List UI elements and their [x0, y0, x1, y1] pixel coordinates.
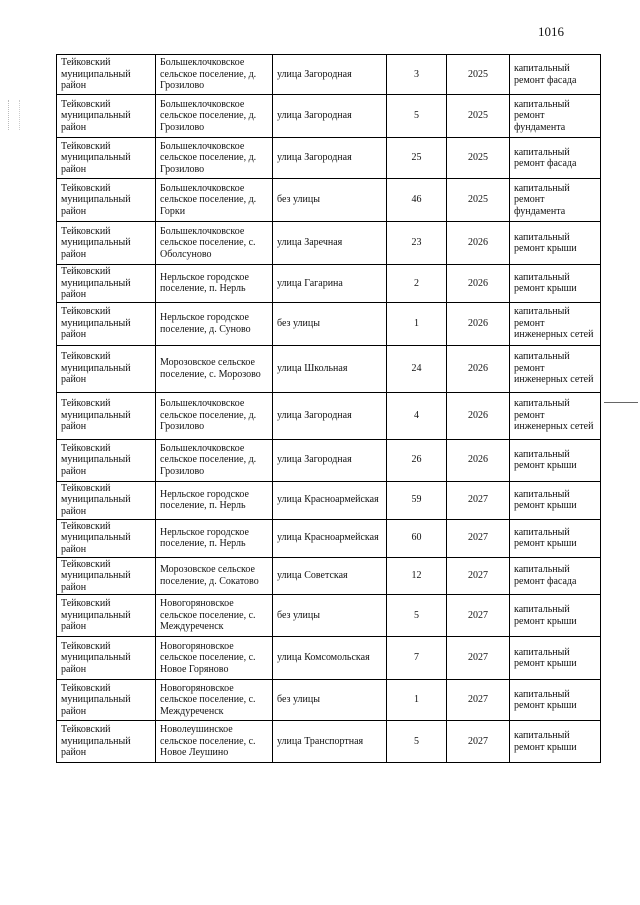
year-cell: 2026 [447, 222, 510, 265]
settlement-cell: Нерльское городское поселение, д. Суново [156, 302, 273, 345]
district-cell: Тейковский муниципальный район [57, 721, 156, 763]
work-type-cell: капитальный ремонт фасада [510, 138, 601, 179]
table-row [57, 179, 601, 222]
street-cell: улица Транспортная [273, 721, 387, 763]
street-cell: улица Загородная [273, 95, 387, 138]
house-number-cell: 23 [387, 222, 447, 265]
settlement-cell: Нерльское городское поселение, п. Нерль [156, 481, 273, 519]
year-cell: 2027 [447, 595, 510, 637]
street-cell: улица Гагарина [273, 265, 387, 303]
settlement-cell: Большеклочковское сельское поселение, д. Грозилово [156, 95, 273, 138]
year-cell: 2027 [447, 637, 510, 680]
year-cell: 2026 [447, 345, 510, 392]
house-number-cell: 24 [387, 345, 447, 392]
street-cell: без улицы [273, 595, 387, 637]
year-cell: 2026 [447, 265, 510, 303]
year-cell: 2027 [447, 680, 510, 721]
house-number-cell: 7 [387, 637, 447, 680]
year-cell: 2027 [447, 557, 510, 595]
settlement-cell: Большеклочковское сельское поселение, д. Горки [156, 179, 273, 222]
district-cell: Тейковский муниципальный район [57, 55, 156, 95]
settlement-cell: Большеклочковское сельское поселение, д. Грозилово [156, 392, 273, 439]
work-type-cell: капитальный ремонт крыши [510, 721, 601, 763]
table-row [57, 95, 601, 138]
district-cell: Тейковский муниципальный район [57, 345, 156, 392]
year-cell: 2026 [447, 439, 510, 481]
house-number-cell: 46 [387, 179, 447, 222]
work-type-cell: капитальный ремонт фундамента [510, 95, 601, 138]
margin-speckle [8, 100, 20, 130]
year-cell: 2027 [447, 519, 510, 557]
street-cell: без улицы [273, 179, 387, 222]
work-type-cell: капитальный ремонт фасада [510, 55, 601, 95]
street-cell: улица Загородная [273, 439, 387, 481]
work-type-cell: капитальный ремонт крыши [510, 222, 601, 265]
table-row [57, 55, 601, 95]
table-row [57, 222, 601, 265]
work-type-cell: капитальный ремонт крыши [510, 265, 601, 303]
work-type-cell: капитальный ремонт инженерных сетей [510, 392, 601, 439]
table-row [57, 138, 601, 179]
street-cell: улица Школьная [273, 345, 387, 392]
district-cell: Тейковский муниципальный район [57, 179, 156, 222]
settlement-cell: Морозовское сельское поселение, д. Сокатово [156, 557, 273, 595]
table-row [57, 481, 601, 519]
year-cell: 2025 [447, 138, 510, 179]
settlement-cell: Большеклочковское сельское поселение, с. Оболсуново [156, 222, 273, 265]
house-number-cell: 26 [387, 439, 447, 481]
settlement-cell: Большеклочковское сельское поселение, д. Грозилово [156, 55, 273, 95]
district-cell: Тейковский муниципальный район [57, 439, 156, 481]
settlement-cell: Нерльское городское поселение, п. Нерль [156, 519, 273, 557]
street-cell: улица Красноармейская [273, 481, 387, 519]
settlement-cell: Нерльское городское поселение, п. Нерль [156, 265, 273, 303]
table-row [57, 345, 601, 392]
district-cell: Тейковский муниципальный район [57, 557, 156, 595]
district-cell: Тейковский муниципальный район [57, 392, 156, 439]
work-type-cell: капитальный ремонт крыши [510, 481, 601, 519]
work-type-cell: капитальный ремонт крыши [510, 439, 601, 481]
house-number-cell: 5 [387, 721, 447, 763]
year-cell: 2025 [447, 95, 510, 138]
settlement-cell: Морозовское сельское поселение, с. Морозово [156, 345, 273, 392]
street-cell: улица Загородная [273, 55, 387, 95]
work-type-cell: капитальный ремонт крыши [510, 595, 601, 637]
work-type-cell: капитальный ремонт крыши [510, 680, 601, 721]
table-body [57, 55, 601, 763]
table-row [57, 637, 601, 680]
house-number-cell: 12 [387, 557, 447, 595]
year-cell: 2027 [447, 721, 510, 763]
year-cell: 2025 [447, 55, 510, 95]
table-row [57, 595, 601, 637]
street-cell: улица Красноармейская [273, 519, 387, 557]
house-number-cell: 1 [387, 302, 447, 345]
district-cell: Тейковский муниципальный район [57, 680, 156, 721]
year-cell: 2025 [447, 179, 510, 222]
district-cell: Тейковский муниципальный район [57, 222, 156, 265]
street-cell: улица Советская [273, 557, 387, 595]
street-cell: улица Заречная [273, 222, 387, 265]
district-cell: Тейковский муниципальный район [57, 595, 156, 637]
settlement-cell: Большеклочковское сельское поселение, д. Грозилово [156, 439, 273, 481]
house-number-cell: 1 [387, 680, 447, 721]
house-number-cell: 3 [387, 55, 447, 95]
table-row [57, 680, 601, 721]
work-type-cell: капитальный ремонт фундамента [510, 179, 601, 222]
district-cell: Тейковский муниципальный район [57, 138, 156, 179]
street-cell: без улицы [273, 680, 387, 721]
work-type-cell: капитальный ремонт крыши [510, 637, 601, 680]
district-cell: Тейковский муниципальный район [57, 637, 156, 680]
settlement-cell: Новолеушинское сельское поселение, с. Новое Леушино [156, 721, 273, 763]
house-number-cell: 60 [387, 519, 447, 557]
street-cell: улица Загородная [273, 392, 387, 439]
page-number: 1016 [538, 24, 564, 39]
table-row [57, 439, 601, 481]
settlement-cell: Новогоряновское сельское поселение, с. Междуреченск [156, 680, 273, 721]
year-cell: 2026 [447, 392, 510, 439]
year-cell: 2026 [447, 302, 510, 345]
year-cell: 2027 [447, 481, 510, 519]
settlement-cell: Большеклочковское сельское поселение, д. Грозилово [156, 138, 273, 179]
table-row [57, 519, 601, 557]
district-cell: Тейковский муниципальный район [57, 302, 156, 345]
table-row [57, 302, 601, 345]
district-cell: Тейковский муниципальный район [57, 95, 156, 138]
house-number-cell: 59 [387, 481, 447, 519]
house-number-cell: 2 [387, 265, 447, 303]
house-number-cell: 5 [387, 595, 447, 637]
street-cell: улица Загородная [273, 138, 387, 179]
street-cell: без улицы [273, 302, 387, 345]
table-row [57, 721, 601, 763]
house-number-cell: 5 [387, 95, 447, 138]
work-type-cell: капитальный ремонт крыши [510, 519, 601, 557]
settlement-cell: Новогоряновское сельское поселение, с. Междуреченск [156, 595, 273, 637]
table-row [57, 557, 601, 595]
margin-line [604, 402, 638, 403]
district-cell: Тейковский муниципальный район [57, 481, 156, 519]
table-row [57, 392, 601, 439]
district-cell: Тейковский муниципальный район [57, 265, 156, 303]
registry-table [56, 54, 601, 763]
work-type-cell: капитальный ремонт инженерных сетей [510, 302, 601, 345]
work-type-cell: капитальный ремонт инженерных сетей [510, 345, 601, 392]
street-cell: улица Комсомольская [273, 637, 387, 680]
house-number-cell: 4 [387, 392, 447, 439]
work-type-cell: капитальный ремонт фасада [510, 557, 601, 595]
table-row [57, 265, 601, 303]
settlement-cell: Новогоряновское сельское поселение, с. Новое Горяново [156, 637, 273, 680]
district-cell: Тейковский муниципальный район [57, 519, 156, 557]
house-number-cell: 25 [387, 138, 447, 179]
